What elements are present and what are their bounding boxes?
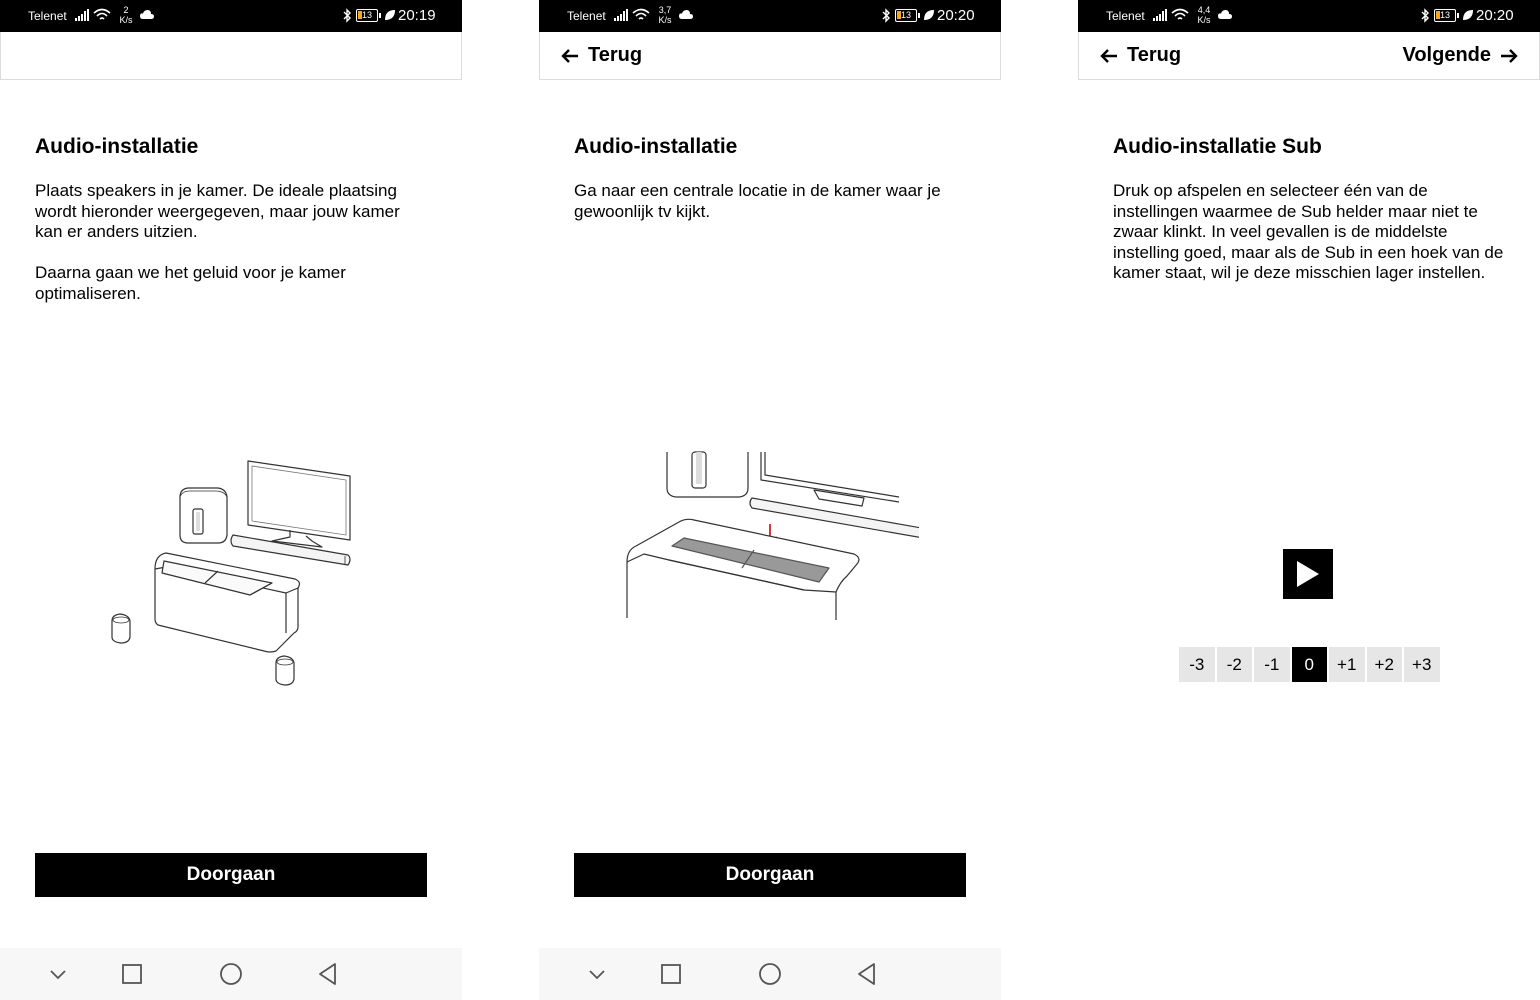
header	[539, 32, 1001, 80]
data-speed	[1194, 5, 1214, 25]
header	[0, 32, 462, 80]
battery-icon	[1434, 9, 1456, 22]
speed-unit: K/s	[1197, 15, 1211, 25]
data-speed	[655, 5, 675, 25]
next-label: Volgende	[1402, 44, 1491, 66]
cloud-icon	[1218, 10, 1232, 19]
cloud-icon	[679, 10, 693, 19]
android-nav-bar	[0, 948, 462, 1000]
level-option[interactable]: -3	[1179, 647, 1215, 682]
clock: 20:20	[937, 7, 975, 24]
back-button[interactable]	[1099, 44, 1181, 67]
page-title: Audio-installatie	[35, 135, 199, 158]
back-button[interactable]	[560, 44, 642, 67]
signal-icon	[75, 9, 90, 21]
continue-button[interactable]: Doorgaan	[35, 853, 427, 897]
status-bar	[1078, 0, 1540, 32]
circle-icon[interactable]	[219, 962, 243, 986]
signal-icon	[1153, 9, 1168, 21]
arrow-left-icon	[1099, 48, 1119, 64]
clock: 20:19	[398, 7, 436, 24]
cloud-icon	[140, 10, 154, 19]
play-button[interactable]	[1283, 549, 1333, 599]
sub-level-selector	[1179, 647, 1440, 682]
speaker-placement-illustration	[100, 455, 360, 695]
bluetooth-icon	[1420, 8, 1430, 23]
square-icon[interactable]	[659, 962, 683, 986]
level-option[interactable]: -2	[1217, 647, 1253, 682]
arrow-right-icon	[1499, 48, 1519, 64]
battery-level: 13	[361, 10, 372, 20]
wifi-icon	[1171, 8, 1189, 22]
chevron-down-icon[interactable]	[46, 962, 70, 986]
screen-2	[539, 0, 1001, 1000]
battery-level: 13	[1439, 10, 1450, 20]
clock: 20:20	[1476, 7, 1514, 24]
screen-1	[0, 0, 462, 1000]
level-option[interactable]: +3	[1404, 647, 1440, 682]
battery-icon	[895, 9, 917, 22]
chevron-down-icon[interactable]	[585, 962, 609, 986]
continue-button[interactable]: Doorgaan	[574, 853, 966, 897]
signal-icon	[614, 9, 629, 21]
data-speed	[116, 5, 136, 25]
speed-value: 3,7	[658, 5, 672, 15]
carrier-label: Telenet	[567, 9, 606, 23]
level-option[interactable]: +1	[1329, 647, 1365, 682]
screen-3	[1078, 0, 1540, 1000]
square-icon[interactable]	[120, 962, 144, 986]
triangle-back-icon[interactable]	[855, 962, 879, 986]
battery-level: 13	[900, 10, 911, 20]
instruction-text: Plaats speakers in je kamer. De ideale plaatsing wordt hieronder weergegeven, maar jouw kamer kan er anders uitzien.	[35, 181, 400, 241]
level-option[interactable]: +2	[1367, 647, 1403, 682]
instruction-text: Druk op afspelen en selecteer één van de instellingen waarmee de Sub helder maar niet te zwaar klinkt. In veel gevallen is de middelste instelling goed, maar als de Sub in een hoek van de kamer staat, wil je deze misschien lager instellen.	[1113, 181, 1504, 282]
triangle-back-icon[interactable]	[316, 962, 340, 986]
level-option[interactable]: 0	[1292, 647, 1328, 682]
carrier-label: Telenet	[28, 9, 67, 23]
instruction-text: Ga naar een centrale locatie in de kamer waar je gewoonlijk tv kijkt.	[574, 181, 941, 221]
level-option[interactable]: -1	[1254, 647, 1290, 682]
speed-value: 4,4	[1197, 5, 1211, 15]
next-button[interactable]	[1402, 44, 1519, 67]
android-nav-bar	[539, 948, 1001, 1000]
circle-icon[interactable]	[758, 962, 782, 986]
listening-position-illustration	[624, 450, 919, 625]
bluetooth-icon	[342, 8, 352, 23]
speed-unit: K/s	[658, 15, 672, 25]
play-icon	[1295, 560, 1321, 588]
back-label: Terug	[1127, 44, 1182, 66]
instruction-text-secondary: Daarna gaan we het geluid voor je kamer optimaliseren.	[35, 263, 346, 303]
leaf-icon	[923, 9, 935, 21]
battery-icon	[356, 9, 378, 22]
status-bar	[0, 0, 462, 32]
back-label: Terug	[588, 44, 643, 66]
arrow-left-icon	[560, 48, 580, 64]
speed-value: 2	[123, 5, 129, 15]
wifi-icon	[632, 8, 650, 22]
page-title: Audio-installatie Sub	[1113, 135, 1322, 158]
leaf-icon	[1462, 9, 1474, 21]
status-bar	[539, 0, 1001, 32]
leaf-icon	[384, 9, 396, 21]
carrier-label: Telenet	[1106, 9, 1145, 23]
bluetooth-icon	[881, 8, 891, 23]
page-title: Audio-installatie	[574, 135, 738, 158]
wifi-icon	[93, 8, 111, 22]
header	[1078, 32, 1540, 80]
speed-unit: K/s	[119, 15, 133, 25]
